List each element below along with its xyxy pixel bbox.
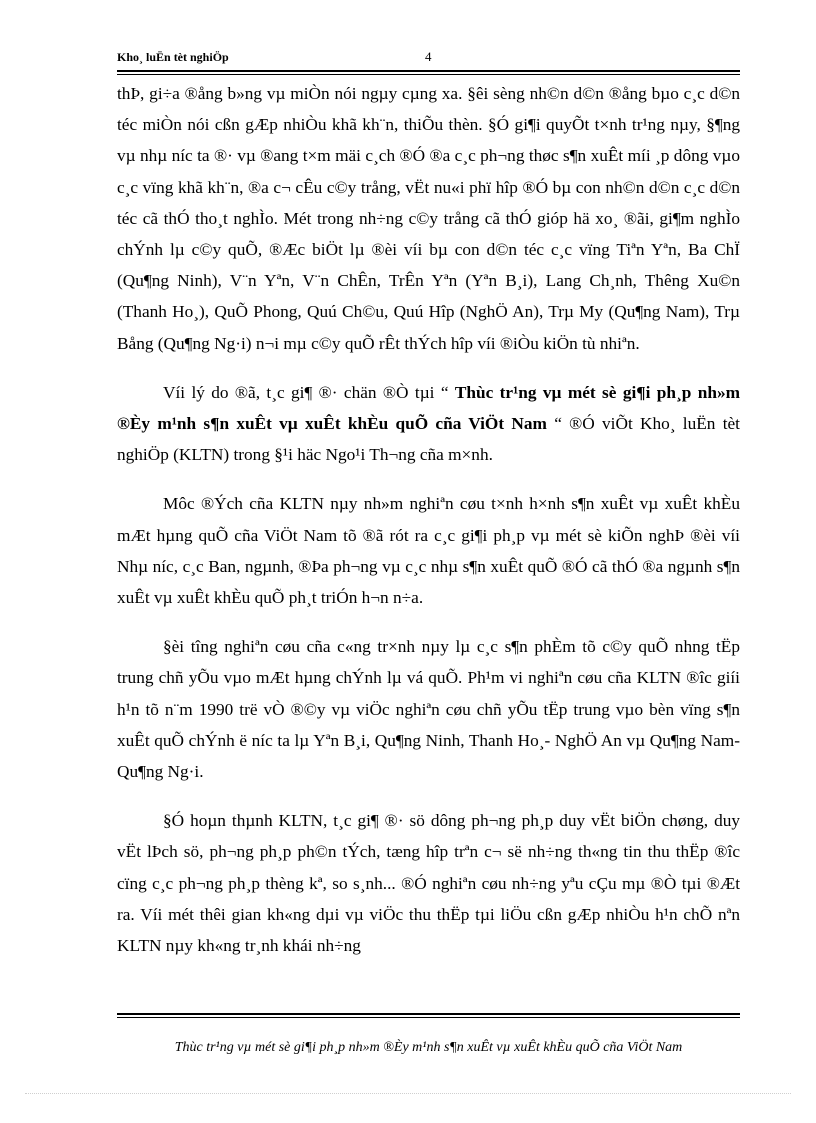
footer-rule-thin (117, 1017, 740, 1018)
page-header (117, 48, 740, 70)
paragraph-2-intro: Víi lý do ®ã, t¸c gi¶ ®· chän ®Ò tµi “ (163, 382, 455, 402)
page-number: 4 (425, 49, 432, 64)
header-rule-thick (117, 70, 740, 72)
header-title: Kho¸ luËn tèt nghiÖp (117, 50, 229, 64)
thesis-title-bold: Thùc tr¹ng vµ mét sè gi¶i ph¸p nh»m ®Èy m¹nh s¶n xuÊt vµ xuÊt khÈu quÕ cña ViÖt Nam (117, 382, 740, 434)
page-footer: Thùc tr¹ng vµ mét sè gi¶i ph¸p nh»m ®Èy m¹nh s¶n xuÊt vµ xuÊt khÈu quÕ cña ViÖt Nam (174, 1040, 683, 1055)
body-text (117, 78, 740, 979)
paragraph-2 (117, 377, 740, 471)
header-rule-thin (117, 74, 740, 75)
paragraph-5: §Ó hoµn thµnh KLTN, t¸c gi¶ ®· sö dông ph¬ng ph¸p duy vËt biÖn chøng, duy vËt lÞch sö, ph¬ng ph¸p ph©n tÝch, tæng hîp trªn c¬ së nh÷ng th«ng tin thu thËp ®îc cïng c¸c ph¬ng ph¸p thèng kª, so s¸nh... ®Ó nghiªn cøu nh÷ng yªu cÇu mµ ®Ò tµi ®Æt ra. Víi mét thêi gian kh«ng dµi vµ viÖc thu thËp tµi liÖu cßn gÆp nhiÒu h¹n chÕ nªn KLTN nµy kh«ng tr¸nh khái nh÷ng (117, 811, 740, 956)
footer-rule-thick (117, 1013, 740, 1015)
paragraph-2-rest: “ ®Ó viÕt Kho¸ luËn tèt nghiÖp (KLTN) trong §¹i häc Ngo¹i Th¬ng cña m×nh. (117, 414, 740, 465)
paragraph-1: thÞ, gi÷a ®ång b»ng vµ miÒn nói ngµy cµng xa. §êi sèng nh©n d©n ®ång bµo c¸c d©n téc miÒn nói cßn gÆp nhiÒu khã kh¨n, thiÕu thèn. §Ó gi¶i quyÕt t×nh tr¹ng nµy, §¶ng vµ nhµ níc ta ®· vµ ®ang t×m mäi c¸ch ®Ó ®a c¸c ph¬ng thøc s¶n xuÊt míi ¸p dông vµo c¸c vïng khã kh¨n, ®a c¬ cÊu c©y trång, vËt nu«i phï hîp ®Ó bµ con nh©n d©n c¸c d©n téc cã thÓ tho¸t nghÌo. Mét trong nh÷ng c©y trång cã thÓ gióp hä xo¸ ®ãi, gi¶m nghÌo chÝnh lµ c©y quÕ, ®Æc biÖt lµ ®èi víi bµ con d©n téc c¸c vïng Tiªn Yªn, Ba ChÏ (Qu¶ng Ninh), V¨n Yªn, V¨n ChÊn, TrÊn Yªn (Yªn B¸i), Lang Ch¸nh, Thêng Xu©n (Thanh Ho¸), QuÕ Phong, Quú Ch©u, Quú Hîp (NghÖ An), Trµ My (Qu¶ng Nam), Trµ Bång (Qu¶ng Ng·i) n¬i mµ c©y quÕ rÊt thÝch hîp víi ®iÒu kiÖn tù nhiªn. (117, 84, 740, 353)
paragraph-4: §èi tîng nghiªn cøu cña c«ng tr×nh nµy lµ c¸c s¶n phÈm tõ c©y quÕ nhng tËp trung chñ yÕu vµo mÆt hµng chÝnh lµ vá quÕ. Ph¹m vi nghiªn cøu cña KLTN ®îc giíi h¹n tõ n¨m 1990 trë vÒ ®©y vµ viÖc nghiªn cøu chñ yÕu tËp trung vµo bèn vïng s¶n xuÊt quÕ chÝnh ë níc ta lµ Yªn B¸i, Qu¶ng Ninh, Thanh Ho¸- NghÖ An vµ Qu¶ng Nam- Qu¶ng Ng·i. (117, 637, 740, 782)
page-bottom-border (25, 1093, 791, 1094)
paragraph-3: Môc ®Ých cña KLTN nµy nh»m nghiªn cøu t×nh h×nh s¶n xuÊt vµ xuÊt khÈu mÆt hµng quÕ cña ViÖt Nam tõ ®ã rót ra c¸c gi¶i ph¸p vµ mét sè kiÕn nghÞ ®èi víi Nhµ níc, c¸c Ban, ngµnh, ®Þa ph¬ng vµ c¸c nhµ s¶n xuÊt quÕ ®Ó cã thÓ ®a ngµnh s¶n xuÊt vµ xuÊt khÈu quÕ ph¸t triÓn h¬n n÷a. (117, 494, 740, 608)
